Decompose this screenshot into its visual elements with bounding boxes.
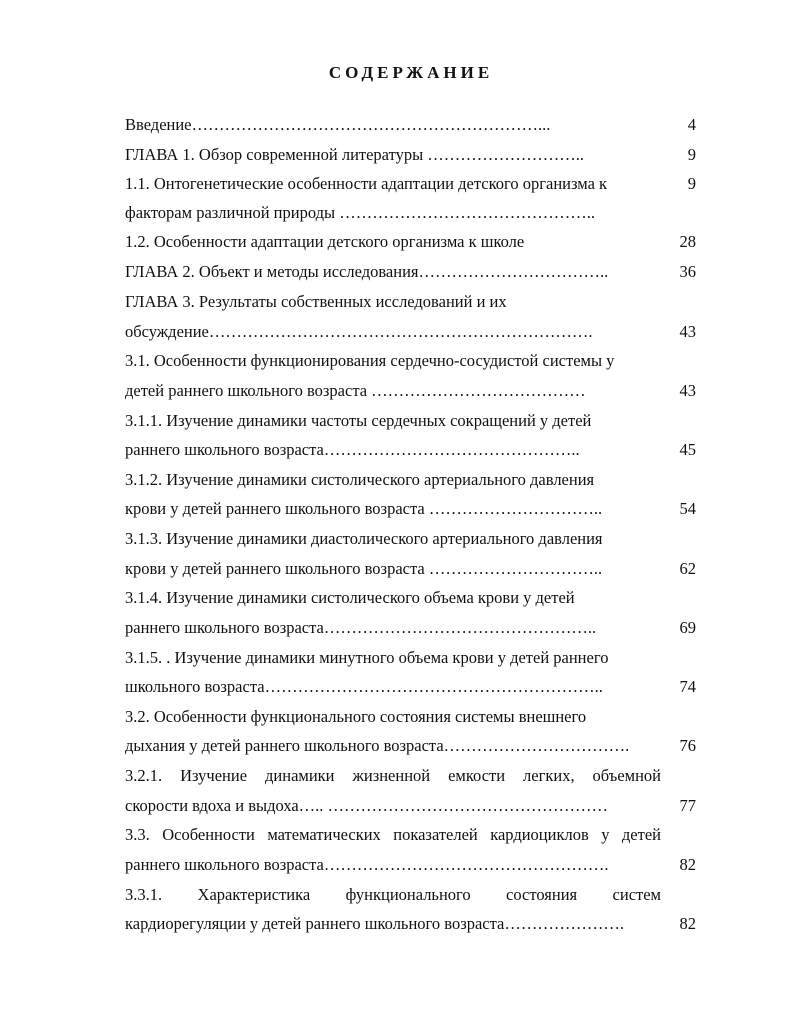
toc-page-number: 28 bbox=[679, 232, 696, 251]
toc-page-number: 82 bbox=[679, 855, 696, 874]
toc-entry-line: детей раннего школьного возраста ………………………………… bbox=[125, 381, 586, 400]
toc-page-number: 54 bbox=[679, 499, 696, 518]
toc-entry-line: Введение………………………………………………………... bbox=[125, 115, 551, 134]
toc-entry-line: 1.1. Онтогенетические особенности адаптации детского организма к bbox=[125, 174, 608, 193]
toc-entry-line: 3.1.3. Изучение динамики диастолического артериального давления bbox=[125, 529, 603, 548]
toc-page-number: 77 bbox=[679, 796, 696, 815]
toc-page-number: 4 bbox=[687, 115, 696, 134]
toc-entry-line: ГЛАВА 3. Результаты собственных исследований и их bbox=[125, 292, 507, 311]
toc-page-number: 76 bbox=[679, 736, 696, 755]
toc-entry-line: школьного возраста…………………………………………………….. bbox=[125, 677, 603, 696]
toc-entry-line: 3.3. Особенности математических показателей кардиоциклов у детей bbox=[125, 825, 661, 844]
toc-entry-line: 3.1.2. Изучение динамики систолического артериального давления bbox=[125, 470, 595, 489]
toc-entry-line: 3.1.4. Изучение динамики систолического объема крови у детей bbox=[125, 588, 575, 607]
page-title: СОДЕРЖАНИЕ bbox=[328, 63, 494, 82]
toc-entry-line: скорости вдоха и выдоха….. …………………………………………… bbox=[125, 796, 609, 815]
toc-entry-line: ГЛАВА 1. Обзор современной литературы ……………………….. bbox=[125, 145, 585, 164]
toc-page-number: 45 bbox=[679, 440, 696, 459]
toc-page-number: 62 bbox=[679, 559, 696, 578]
toc-page-number: 82 bbox=[679, 914, 696, 933]
toc-entry-line: факторам различной природы ……………………………………….. bbox=[125, 203, 595, 222]
toc-entry-line: обсуждение……………………………………………………………. bbox=[125, 322, 593, 341]
toc-entry-line: ГЛАВА 2. Объект и методы исследования…………………………….. bbox=[125, 262, 609, 281]
toc-entry-line: 3.1.5. . Изучение динамики минутного объема крови у детей раннего bbox=[125, 648, 609, 667]
toc-page-number: 9 bbox=[687, 174, 696, 193]
toc-entry-line: 3.3.1. Характеристика функционального состояния систем bbox=[125, 885, 661, 904]
toc-entry-line: 3.2. Особенности функционального состояния системы внешнего bbox=[125, 707, 587, 726]
toc-entry-line: раннего школьного возраста……………………………………….. bbox=[125, 440, 580, 459]
toc-page-number: 74 bbox=[679, 677, 696, 696]
toc-entry-line: раннего школьного возраста………………………………………….. bbox=[125, 618, 597, 637]
toc-page-number: 69 bbox=[679, 618, 696, 637]
toc-entry-line: раннего школьного возраста……………………………………………. bbox=[125, 855, 609, 874]
toc-page-number: 9 bbox=[687, 145, 696, 164]
toc-entry-line: 3.2.1. Изучение динамики жизненной емкости легких, объемной bbox=[125, 766, 661, 785]
toc-page-number: 36 bbox=[679, 262, 696, 281]
toc-entry-line: 3.1. Особенности функционирования сердечно-сосудистой системы у bbox=[125, 351, 615, 370]
toc-entry-line: крови у детей раннего школьного возраста ………………………….. bbox=[125, 559, 603, 578]
toc-entry-line: крови у детей раннего школьного возраста ………………………….. bbox=[125, 499, 603, 518]
toc-entry-line: 1.2. Особенности адаптации детского организма к школе bbox=[125, 232, 525, 251]
toc-page-number: 43 bbox=[679, 322, 696, 341]
toc-page-number: 43 bbox=[679, 381, 696, 400]
toc-entry-line: кардиорегуляции у детей раннего школьного возраста…………………. bbox=[125, 914, 624, 933]
toc-entry-line: 3.1.1. Изучение динамики частоты сердечных сокращений у детей bbox=[125, 411, 592, 430]
toc-entry-line: дыхания у детей раннего школьного возраста……………………………. bbox=[125, 736, 630, 755]
